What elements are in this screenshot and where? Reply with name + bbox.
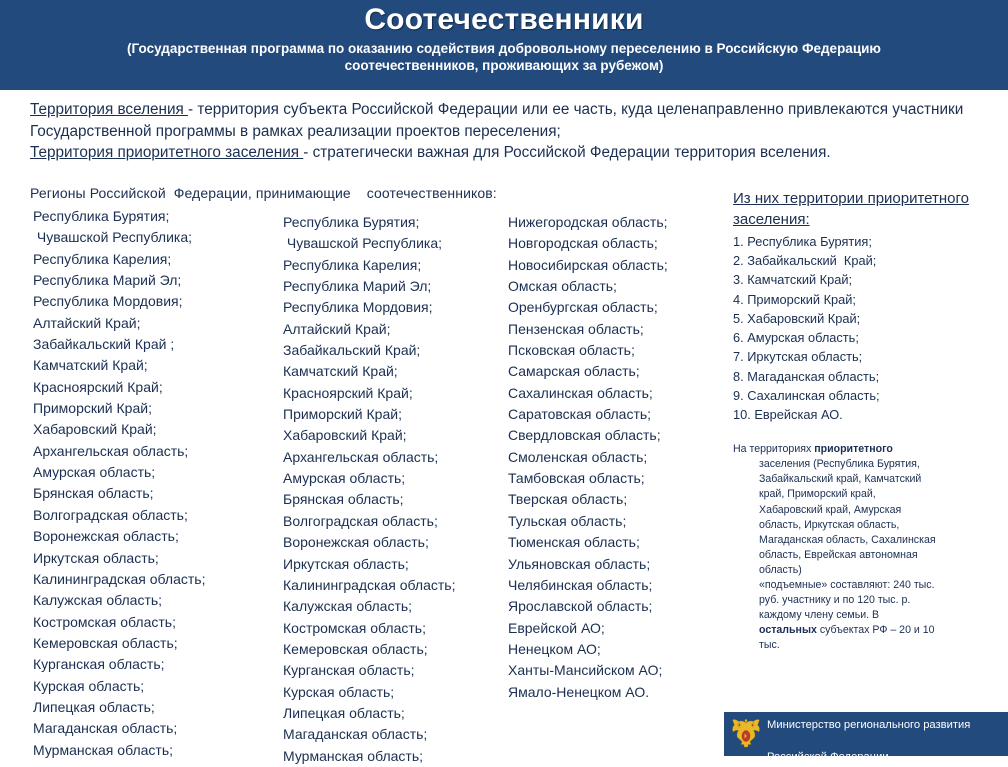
region-list-item: Калининградская область; <box>283 576 456 593</box>
region-list-item: Брянская область; <box>283 491 404 508</box>
note-body-3-text: субъектах РФ – 20 и 10 тыс. <box>759 623 935 651</box>
russian-coat-of-arms-icon <box>730 717 762 751</box>
region-list-item: Приморский Край; <box>33 400 152 417</box>
region-list-item: Тверская область; <box>508 491 628 508</box>
ministry-badge <box>724 712 1008 763</box>
region-list-item: Амурская область; <box>33 464 156 481</box>
note-lead-emphasis: приоритетного <box>814 443 893 456</box>
priority-territory-item: 2. Забайкальский Край; <box>733 253 877 269</box>
note-lead: На территориях <box>733 443 815 456</box>
region-list-item: Калининградская область; <box>33 570 206 587</box>
region-list-item: Кемеровская область; <box>283 640 428 657</box>
region-list-item: Архангельская область; <box>33 442 189 459</box>
region-list-item: Курганская область; <box>283 662 415 679</box>
region-list-item: Забайкальский Край ; <box>33 336 175 353</box>
priority-territory-item: 7. Иркутская область; <box>733 349 863 365</box>
region-list-item: Камчатский Край; <box>283 363 398 380</box>
region-list-item: Кемеровская область; <box>33 634 178 651</box>
region-list-item: Самарская область; <box>508 363 640 380</box>
region-list-item: Республика Карелия; <box>33 250 172 267</box>
region-list-item: Амурская область; <box>283 470 406 487</box>
region-list-item: Калужская область; <box>33 592 163 609</box>
region-list-item: Чувашской Республика; <box>283 235 443 252</box>
region-list-item: Сахалинская область; <box>508 384 653 401</box>
priority-territory-item: 9. Сахалинская область; <box>733 387 880 403</box>
region-list-item: Смоленская область; <box>508 448 648 465</box>
region-list-item: Курская область; <box>33 677 145 694</box>
region-list-item: Воронежская область; <box>283 534 429 551</box>
regions-column-1 <box>33 206 205 761</box>
priority-territory-item: 3. Камчатский Край; <box>733 272 853 288</box>
ministry-name-line1: Министерство регионального развития <box>767 719 971 732</box>
region-list-item: Ярославской область; <box>508 598 653 615</box>
region-list-item: Республика Бурятия; <box>283 214 420 230</box>
priority-territory-item: 4. Приморский Край; <box>733 291 856 307</box>
priority-territory-item: 10. Еврейская АО. <box>733 407 843 423</box>
region-list-item: Ненецком АО; <box>508 640 601 657</box>
region-list-item: Магаданская область; <box>33 720 178 737</box>
region-list-item: Новосибирская область; <box>508 256 668 273</box>
region-list-item: Республика Мордовия; <box>33 293 183 310</box>
term-priority-settlement-territory: Территория приоритетного заселения <box>30 144 304 162</box>
priority-territory-item: 5. Хабаровский Край; <box>733 310 861 326</box>
region-list-item: Курганская область; <box>33 656 165 673</box>
region-list-item: Волгоградская область; <box>283 512 438 529</box>
region-list-item: Ульяновская область; <box>508 555 651 572</box>
region-list-item: Нижегородская область; <box>508 214 668 230</box>
page-title: Соотечественники <box>364 3 644 36</box>
priority-payments-note <box>733 442 938 652</box>
region-list-item: Омская область; <box>508 278 617 295</box>
note-body-2 <box>733 578 938 653</box>
note-body-1: заселения (Республика Бурятия, Забайкальский край, Камчатский край, Приморский край, Хабаровский край, Амурская область, Иркутская область, Магаданская область, Сахалинская область, Еврейская автономная область) <box>759 458 936 576</box>
region-list-item: Хабаровский Край; <box>33 421 157 438</box>
slide-header <box>0 0 1008 90</box>
region-list-item: Иркутская область; <box>283 555 409 572</box>
region-list-item: Брянская область; <box>33 485 154 502</box>
regions-column-2 <box>283 212 455 767</box>
priority-territories-title: Из них территории приоритетного заселения: <box>733 190 970 229</box>
region-list-item: Магаданская область; <box>283 726 428 743</box>
region-list-item: Саратовская область; <box>508 406 652 423</box>
priority-territory-item: 1. Республика Бурятия; <box>733 233 872 249</box>
regions-caption: Регионы Российской Федерации, принимающие соотечественников: <box>30 185 497 201</box>
term-territory-of-settlement: Территория вселения <box>30 101 189 118</box>
region-list-item: Тюменская область; <box>508 534 640 551</box>
region-list-item: Ханты-Мансийском АО; <box>508 662 663 679</box>
region-list-item: Красноярский Край; <box>283 384 413 401</box>
region-list-item: Оренбургская область; <box>508 299 658 316</box>
region-list-item: Чувашской Республика; <box>33 229 193 246</box>
priority-territories-panel <box>733 188 983 653</box>
note-body-2-emphasis: остальных <box>759 623 817 636</box>
region-list-item: Калужская область; <box>283 598 413 615</box>
region-list-item: Воронежская область; <box>33 528 179 545</box>
region-list-item: Иркутская область; <box>33 549 159 566</box>
definitions-block <box>30 99 980 164</box>
region-list-item: Республика Марий Эл; <box>283 278 432 295</box>
definition-territory-of-settlement: - территория субъекта Российской Федерации или ее часть, куда целенаправленно привлекаются участники Государственной программы в рамках реализации проектов переселения; <box>30 101 964 140</box>
priority-territory-item: 6. Амурская область; <box>733 330 859 346</box>
regions-column-3 <box>508 212 668 703</box>
region-list-item: Челябинская область; <box>508 576 653 593</box>
region-list-item: Костромская область; <box>33 613 176 630</box>
region-list-item: Мурманская область; <box>33 741 174 758</box>
region-list-item: Республика Бурятия; <box>33 208 170 224</box>
ministry-name <box>767 702 970 766</box>
region-list-item: Костромская область; <box>283 619 426 636</box>
region-list-item: Еврейской АО; <box>508 619 605 636</box>
region-list-item: Камчатский Край; <box>33 357 148 374</box>
region-list-item: Алтайский Край; <box>33 314 141 331</box>
region-list-item: Тамбовская область; <box>508 470 645 487</box>
region-list-item: Липецкая область; <box>33 698 155 715</box>
ministry-name-line2: Российской Федерации <box>767 750 889 763</box>
region-list-item: Новгородская область; <box>508 235 658 252</box>
priority-territory-item: 8. Магаданская область; <box>733 368 880 384</box>
region-list-item: Волгоградская область; <box>33 506 188 523</box>
region-list-item: Республика Мордовия; <box>283 299 433 316</box>
page-subtitle: (Государственная программа по оказанию содействия добровольному переселению в Российскую Федерацию соотечественников, проживающих за рубежом) <box>127 40 881 74</box>
region-list-item: Ямало-Ненецком АО. <box>508 683 650 700</box>
region-list-item: Республика Марий Эл; <box>33 272 182 289</box>
note-body-2-text: «подъемные» составляют: 240 тыс. руб. участнику и по 120 тыс. р. каждому члену семьи. В <box>759 578 935 621</box>
region-list-item: Архангельская область; <box>283 448 439 465</box>
definition-priority-settlement-territory: - стратегически важная для Российской Федерации территория вселения. <box>303 144 831 162</box>
region-list-item: Мурманская область; <box>283 747 424 764</box>
region-list-item: Псковская область; <box>508 342 635 359</box>
region-list-item: Свердловская область; <box>508 427 661 444</box>
region-list-item: Красноярский Край; <box>33 378 163 395</box>
region-list-item: Приморский Край; <box>283 406 402 423</box>
region-list-item: Алтайский Край; <box>283 320 391 337</box>
region-list-item: Забайкальский Край; <box>283 342 421 359</box>
region-list-item: Пензенская область; <box>508 320 644 337</box>
region-list-item: Липецкая область; <box>283 704 405 721</box>
priority-territories-list <box>733 232 983 425</box>
region-list-item: Курская область; <box>283 683 395 700</box>
region-list-item: Тульская область; <box>508 512 627 529</box>
region-list-item: Республика Карелия; <box>283 256 422 273</box>
region-list-item: Хабаровский Край; <box>283 427 407 444</box>
